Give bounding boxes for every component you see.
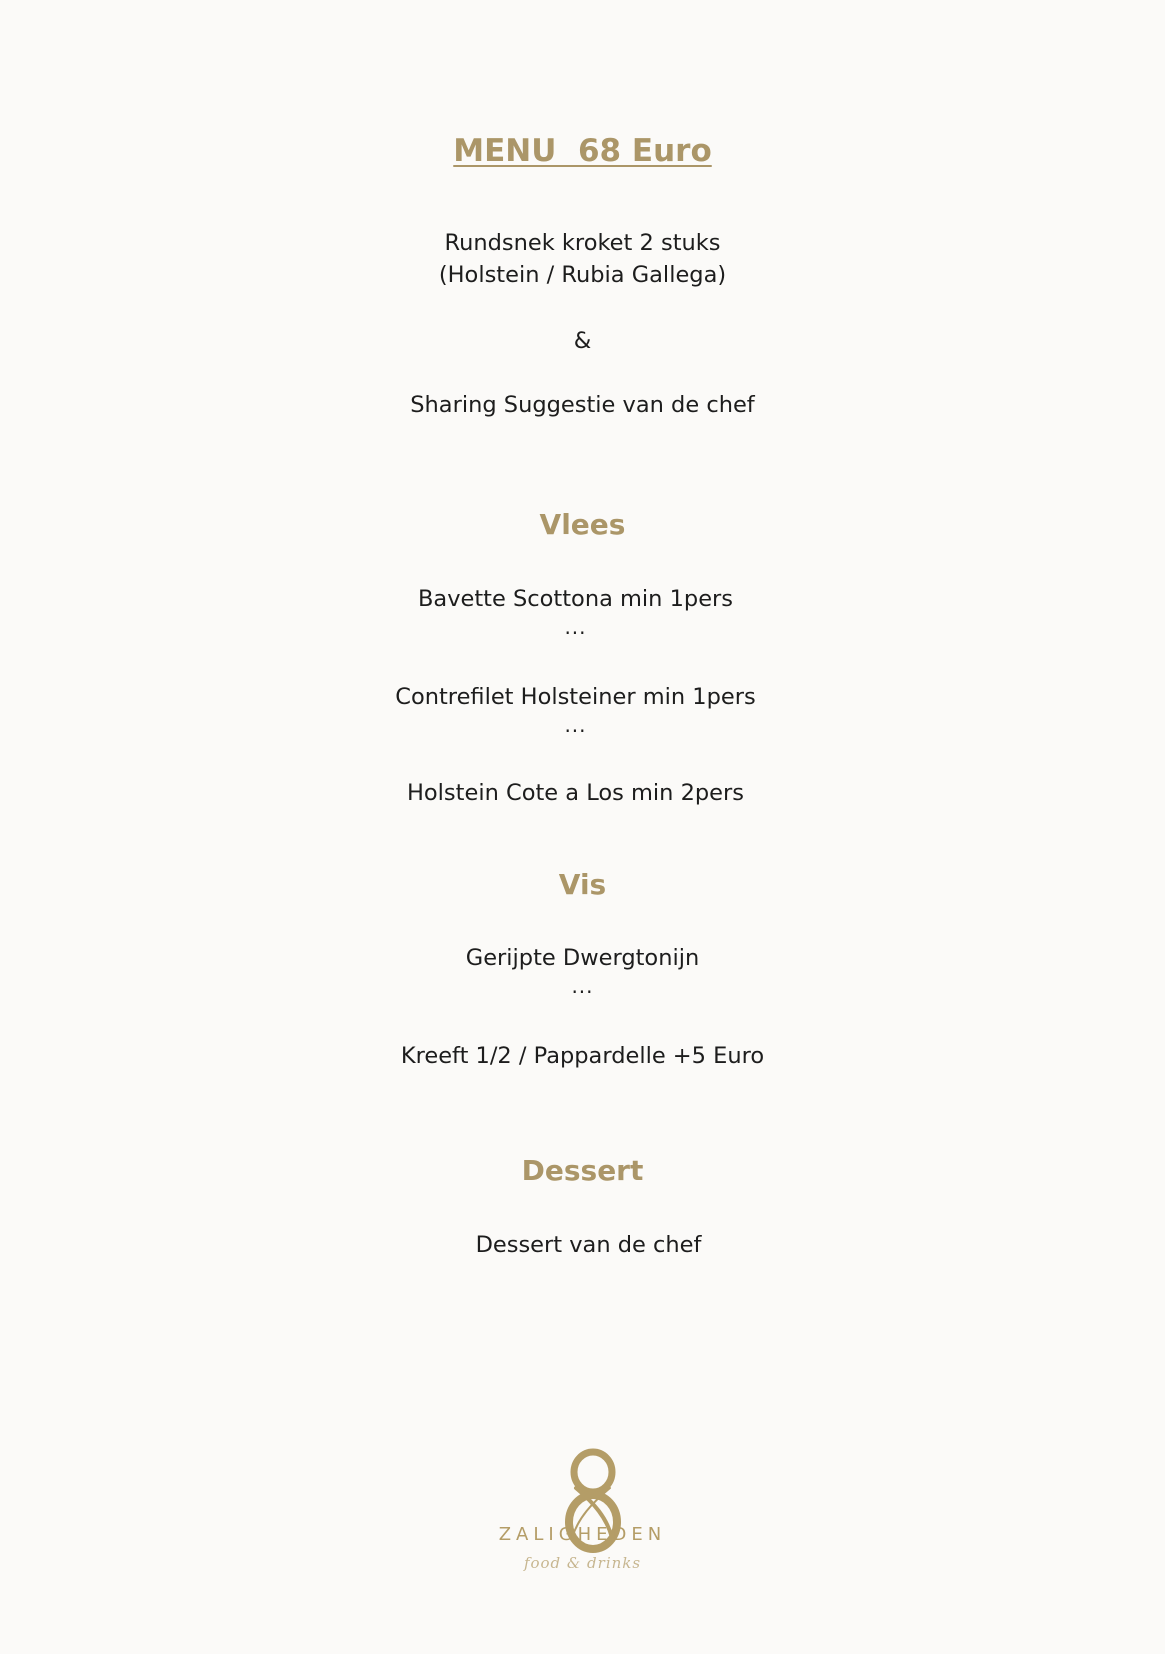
dessert-item: Dessert van de chef (475, 1232, 702, 1258)
and-sign: & (573, 328, 592, 354)
logo-wordmark: ZALIGHEDEN (498, 1524, 667, 1545)
vlees-item-bavette: Bavette Scottona min 1pers (417, 586, 734, 612)
logo-tagline: food & drinks (523, 1554, 642, 1572)
section-heading-vis: Vis (558, 868, 607, 901)
section-heading-dessert: Dessert (521, 1154, 644, 1187)
vlees-item-cote-a-los: Holstein Cote a Los min 2pers (407, 780, 744, 806)
starter-line-2: (Holstein / Rubia Gallega) (438, 262, 727, 288)
section-heading-vlees: Vlees (539, 508, 626, 541)
sharing-suggestion: Sharing Suggestie van de chef (410, 392, 755, 418)
vlees-item-contrefilet: Contrefilet Holsteiner min 1pers (395, 684, 756, 710)
vlees-separator-2: ... (564, 713, 587, 737)
vis-item-dwergtonijn: Gerijpte Dwergtonijn (465, 945, 700, 971)
vis-item-kreeft: Kreeft 1/2 / Pappardelle +5 Euro (400, 1043, 765, 1069)
vis-separator: ... (571, 974, 594, 998)
vlees-separator-1: ... (564, 615, 587, 639)
menu-title: MENU 68 Euro (453, 133, 712, 169)
starter-line-1: Rundsnek kroket 2 stuks (444, 230, 721, 256)
